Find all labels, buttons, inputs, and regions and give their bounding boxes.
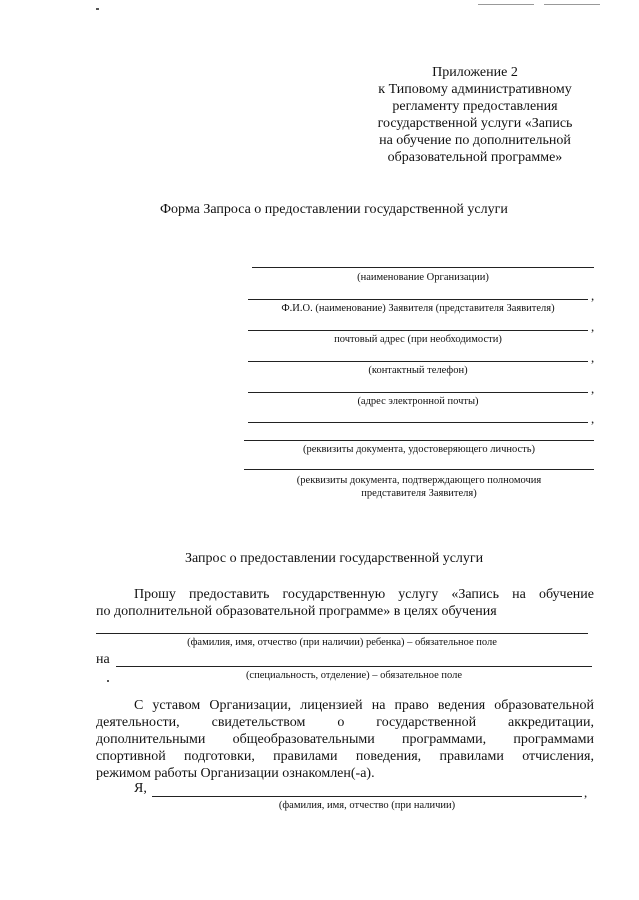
request-title: Запрос о предоставлении государственной услуги [185, 551, 484, 566]
form-title: Форма Запроса о предоставлении государственной услуги [160, 202, 508, 217]
charter-paragraph-line: дополнительными общеобразовательными программами, программами [96, 732, 594, 747]
signer-name-line[interactable] [152, 796, 582, 797]
authority-document-hint-line: представителя Заявителя) [361, 488, 477, 499]
applicant-name-hint: Ф.И.О. (наименование) Заявителя (представителя Заявителя) [281, 303, 555, 314]
signer-name-hint: (фамилия, имя, отчество (при наличии) [278, 800, 456, 811]
email-line[interactable] [248, 392, 588, 393]
request-paragraph-line: Прошу предоставить государственную услугу «Запись на обучение [134, 587, 594, 602]
comma: , [591, 319, 595, 334]
organization-hint: (наименование Организации) [357, 272, 489, 283]
comma: , [584, 785, 588, 800]
applicant-name-line[interactable] [248, 299, 588, 300]
na-label: на [96, 652, 110, 667]
charter-paragraph-line: режимом работы Организации ознакомлен(-а). [96, 766, 375, 781]
specialty-line[interactable] [116, 666, 592, 667]
phone-hint: (контактный телефон) [368, 365, 468, 376]
annex-line: государственной услуги «Запись [377, 116, 573, 131]
annex-line: на обучение по дополнительной [379, 133, 571, 148]
email-hint: (адрес электронной почты) [357, 396, 479, 407]
annex-line: образовательной программе» [387, 150, 563, 165]
charter-paragraph-line: спортивной подготовки, правилами поведения, правилами отчисления, [96, 749, 594, 764]
request-paragraph [96, 586, 594, 620]
scan-line [544, 4, 600, 5]
identity-document-line-1[interactable] [248, 422, 588, 423]
request-paragraph-line: по дополнительной образовательной программе» в целях обучения [96, 604, 497, 619]
authority-document-line[interactable] [244, 469, 594, 470]
scan-mark [96, 8, 99, 10]
ya-label: Я, [134, 781, 147, 796]
comma: , [591, 350, 595, 365]
organization-line[interactable] [252, 267, 594, 268]
postal-address-hint: почтовый адрес (при необходимости) [334, 334, 502, 345]
annex-header [350, 64, 600, 166]
annex-line: к Типовому административному [378, 82, 572, 97]
specialty-hint: (специальность, отделение) – обязательное поле [245, 670, 463, 681]
comma: , [591, 381, 595, 396]
authority-document-hint-line: (реквизиты документа, подтверждающего полномочия [296, 475, 542, 486]
annex-line: регламенту предоставления [392, 99, 558, 114]
charter-paragraph-line: деятельности, свидетельством о государственной аккредитации, [96, 715, 594, 730]
scan-mark [107, 680, 109, 682]
scan-line [478, 4, 534, 5]
child-name-hint: (фамилия, имя, отчество (при наличии) ребенка) – обязательное поле [187, 637, 497, 648]
identity-document-line-2[interactable] [244, 440, 594, 441]
annex-line: Приложение 2 [432, 65, 518, 80]
child-name-line[interactable] [96, 633, 588, 634]
postal-address-line[interactable] [248, 330, 588, 331]
comma: , [591, 288, 595, 303]
identity-document-hint: (реквизиты документа, удостоверяющего личность) [302, 444, 536, 455]
comma: , [591, 411, 595, 426]
charter-paragraph-line: С уставом Организации, лицензией на право ведения образовательной [134, 698, 594, 713]
authority-document-hint [244, 474, 594, 500]
phone-line[interactable] [248, 361, 588, 362]
charter-paragraph [96, 697, 594, 782]
